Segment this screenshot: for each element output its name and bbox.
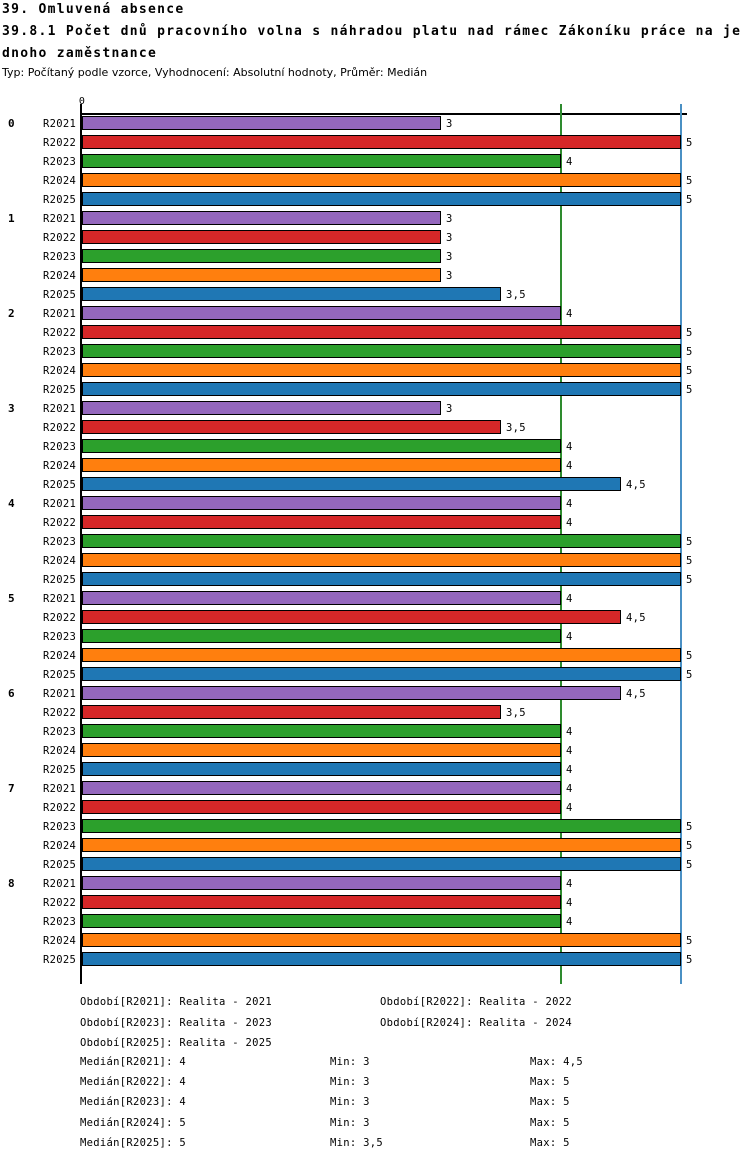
bar-value-label: 4 [566,783,573,795]
bar-year-label: R2024 [43,555,77,567]
bar-year-label: R2024 [43,745,77,757]
bar-year-label: R2022 [43,422,77,434]
bar-R2022-group-8 [82,895,561,909]
group-label-8: 8 [8,877,15,890]
bar-year-label: R2023 [43,916,77,928]
bar-R2025-group-8 [82,952,681,966]
bar-value-label: 4 [566,726,573,738]
bar-R2022-group-3 [82,420,501,434]
chart-subtitle-line2: dnoho zaměstnance [2,46,158,61]
stat-min: Min: 3 [330,1117,370,1129]
stat-max: Max: 5 [530,1096,570,1108]
bar-year-label: R2021 [43,783,77,795]
bar-value-label: 4 [566,897,573,909]
stat-median: Medián[R2022]: 4 [80,1076,186,1088]
bar-R2025-group-0 [82,192,681,206]
stat-min: Min: 3,5 [330,1137,383,1149]
bar-year-label: R2022 [43,232,77,244]
bar-year-label: R2024 [43,650,77,662]
bar-year-label: R2023 [43,156,77,168]
bar-year-label: R2023 [43,821,77,833]
bar-R2023-group-8 [82,914,561,928]
stat-max: Max: 4,5 [530,1056,583,1068]
bar-year-label: R2025 [43,194,77,206]
stat-min: Min: 3 [330,1056,370,1068]
bar-value-label: 3 [446,251,453,263]
stat-max: Max: 5 [530,1137,570,1149]
bar-R2024-group-2 [82,363,681,377]
bar-value-label: 4 [566,802,573,814]
bar-year-label: R2022 [43,707,77,719]
bar-year-label: R2023 [43,726,77,738]
bar-value-label: 4 [566,156,573,168]
bar-R2021-group-6 [82,686,621,700]
bar-R2023-group-7 [82,819,681,833]
bar-year-label: R2024 [43,935,77,947]
x-axis-tick-zero: 0 [78,96,86,107]
group-label-1: 1 [8,212,15,225]
bar-value-label: 5 [686,840,693,852]
bar-value-label: 4 [566,916,573,928]
bar-year-label: R2021 [43,308,77,320]
bar-R2021-group-3 [82,401,441,415]
bar-R2024-group-6 [82,743,561,757]
group-label-2: 2 [8,307,15,320]
bar-value-label: 3,5 [506,422,526,434]
chart-meta: Typ: Počítaný podle vzorce, Vyhodnocení: Absolutní hodnoty, Průměr: Medián [2,66,428,79]
legend-entry: Období[R2024]: Realita - 2024 [380,1017,573,1029]
bar-R2021-group-2 [82,306,561,320]
bar-value-label: 4 [566,593,573,605]
bar-year-label: R2025 [43,954,77,966]
bar-value-label: 5 [686,137,693,149]
bar-value-label: 4 [566,441,573,453]
bar-value-label: 3 [446,118,453,130]
bar-year-label: R2022 [43,802,77,814]
bar-R2023-group-6 [82,724,561,738]
bar-R2021-group-1 [82,211,441,225]
bar-R2022-group-0 [82,135,681,149]
legend-entry: Období[R2022]: Realita - 2022 [380,996,573,1008]
legend-entry: Období[R2021]: Realita - 2021 [80,996,273,1008]
bar-value-label: 5 [686,859,693,871]
bar-year-label: R2025 [43,859,77,871]
bar-value-label: 3,5 [506,707,526,719]
bar-value-label: 5 [686,175,693,187]
bar-year-label: R2023 [43,441,77,453]
stat-min: Min: 3 [330,1076,370,1088]
bar-year-label: R2021 [43,213,77,225]
bar-year-label: R2024 [43,175,77,187]
group-label-7: 7 [8,782,15,795]
bar-year-label: R2025 [43,669,77,681]
bar-value-label: 4 [566,308,573,320]
chart-title: 39. Omluvená absence [2,2,185,17]
bar-year-label: R2025 [43,479,77,491]
bar-year-label: R2021 [43,878,77,890]
bar-R2023-group-1 [82,249,441,263]
bar-R2025-group-3 [82,477,621,491]
bar-value-label: 3 [446,270,453,282]
bar-value-label: 4,5 [626,688,646,700]
bar-R2021-group-4 [82,496,561,510]
bar-year-label: R2025 [43,574,77,586]
bar-year-label: R2024 [43,840,77,852]
bar-value-label: 5 [686,327,693,339]
bar-value-label: 4 [566,631,573,643]
bar-R2021-group-7 [82,781,561,795]
bar-R2025-group-5 [82,667,681,681]
group-label-4: 4 [8,497,15,510]
stat-median: Medián[R2023]: 4 [80,1096,186,1108]
bar-year-label: R2025 [43,764,77,776]
stat-median: Medián[R2025]: 5 [80,1137,186,1149]
bar-year-label: R2022 [43,897,77,909]
bar-year-label: R2025 [43,289,77,301]
bar-R2025-group-4 [82,572,681,586]
stat-median: Medián[R2021]: 4 [80,1056,186,1068]
bar-year-label: R2022 [43,517,77,529]
bar-R2025-group-2 [82,382,681,396]
bar-year-label: R2022 [43,137,77,149]
group-label-3: 3 [8,402,15,415]
bar-year-label: R2021 [43,118,77,130]
bar-value-label: 5 [686,935,693,947]
bar-year-label: R2021 [43,593,77,605]
bar-year-label: R2024 [43,365,77,377]
bar-value-label: 5 [686,555,693,567]
bar-year-label: R2023 [43,536,77,548]
bar-year-label: R2025 [43,384,77,396]
group-label-5: 5 [8,592,15,605]
bar-value-label: 3 [446,232,453,244]
bar-value-label: 5 [686,346,693,358]
bar-value-label: 4 [566,517,573,529]
bar-R2022-group-6 [82,705,501,719]
bar-R2024-group-7 [82,838,681,852]
bar-R2024-group-4 [82,553,681,567]
bar-R2024-group-5 [82,648,681,662]
bar-R2022-group-5 [82,610,621,624]
x-axis-top-line [80,113,687,115]
bar-value-label: 5 [686,365,693,377]
bar-year-label: R2021 [43,498,77,510]
bar-value-label: 5 [686,574,693,586]
bar-value-label: 5 [686,821,693,833]
bar-year-label: R2021 [43,403,77,415]
bar-year-label: R2023 [43,346,77,358]
bar-value-label: 4,5 [626,479,646,491]
bar-value-label: 3 [446,403,453,415]
bar-value-label: 5 [686,650,693,662]
bar-R2022-group-7 [82,800,561,814]
bar-value-label: 4 [566,460,573,472]
bar-R2025-group-6 [82,762,561,776]
legend-entry: Období[R2025]: Realita - 2025 [80,1037,273,1049]
bar-R2024-group-0 [82,173,681,187]
bar-R2021-group-0 [82,116,441,130]
bar-value-label: 4 [566,878,573,890]
stat-min: Min: 3 [330,1096,370,1108]
bar-value-label: 4,5 [626,612,646,624]
bar-R2024-group-3 [82,458,561,472]
bar-value-label: 4 [566,498,573,510]
bar-year-label: R2024 [43,270,77,282]
bar-R2023-group-2 [82,344,681,358]
bar-year-label: R2022 [43,612,77,624]
legend-entry: Období[R2023]: Realita - 2023 [80,1017,273,1029]
group-label-6: 6 [8,687,15,700]
bar-value-label: 5 [686,669,693,681]
bar-R2024-group-8 [82,933,681,947]
bar-R2023-group-5 [82,629,561,643]
bar-R2022-group-4 [82,515,561,529]
bar-year-label: R2024 [43,460,77,472]
bar-value-label: 3,5 [506,289,526,301]
bar-R2021-group-8 [82,876,561,890]
bar-value-label: 4 [566,745,573,757]
stat-max: Max: 5 [530,1117,570,1129]
bar-R2022-group-1 [82,230,441,244]
bar-R2021-group-5 [82,591,561,605]
bar-R2025-group-1 [82,287,501,301]
bar-year-label: R2022 [43,327,77,339]
bar-year-label: R2021 [43,688,77,700]
bar-value-label: 5 [686,954,693,966]
bar-value-label: 4 [566,764,573,776]
bar-year-label: R2023 [43,251,77,263]
chart-subtitle-line1: 39.8.1 Počet dnů pracovního volna s náhradou platu nad rámec Zákoníku práce na je [2,24,742,39]
stat-max: Max: 5 [530,1076,570,1088]
bar-year-label: R2023 [43,631,77,643]
group-label-0: 0 [8,117,15,130]
bar-value-label: 5 [686,194,693,206]
bar-R2024-group-1 [82,268,441,282]
bar-R2023-group-0 [82,154,561,168]
bar-R2022-group-2 [82,325,681,339]
bar-value-label: 5 [686,384,693,396]
bar-value-label: 3 [446,213,453,225]
bar-value-label: 5 [686,536,693,548]
stat-median: Medián[R2024]: 5 [80,1117,186,1129]
bar-R2025-group-7 [82,857,681,871]
bar-R2023-group-3 [82,439,561,453]
bar-R2023-group-4 [82,534,681,548]
